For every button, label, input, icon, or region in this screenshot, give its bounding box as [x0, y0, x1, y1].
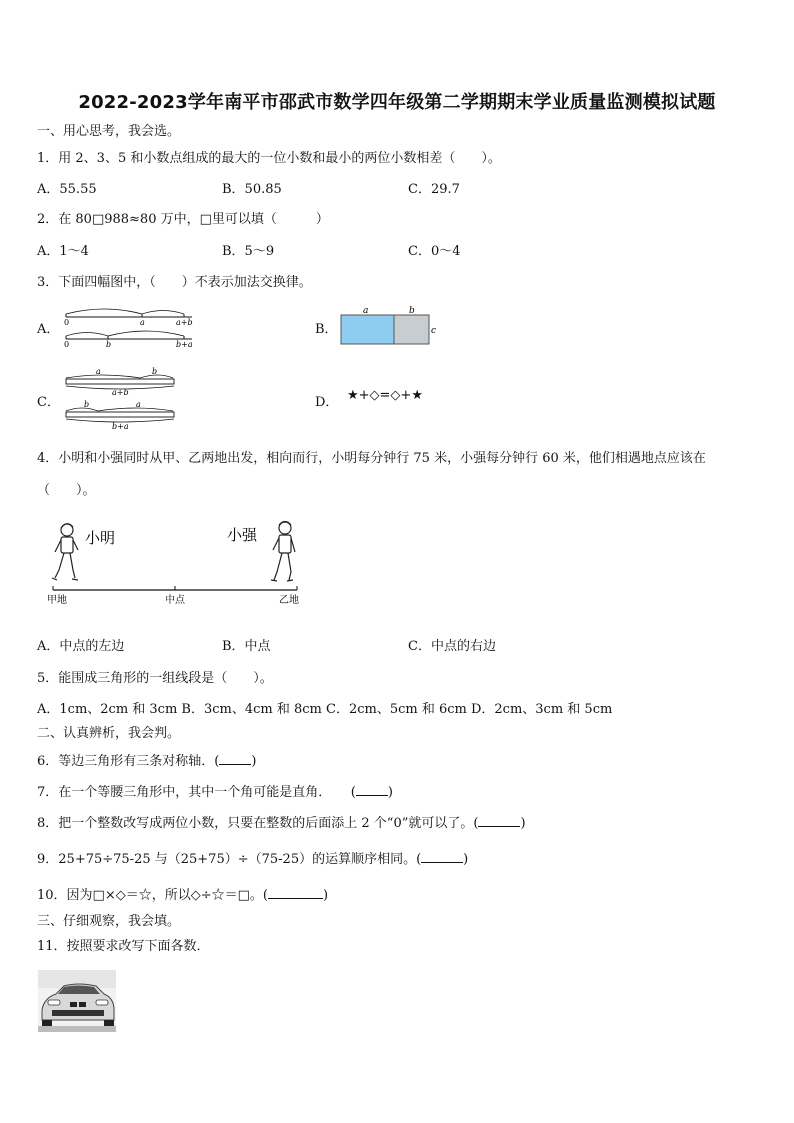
- xiaoming-figure: [52, 524, 78, 580]
- q3-option-b: B．: [315, 322, 338, 337]
- question-5: 5．能围成三角形的一组线段是（ ）。: [37, 671, 273, 686]
- fig-c-bot-b: b: [84, 400, 90, 409]
- xiaoming-label: 小明: [85, 529, 116, 547]
- question-1: 1．用 2、3、5 和小数点组成的最大的一位小数和最小的两位小数相差（ ）。: [37, 151, 501, 166]
- page-title: 2022-2023学年南平市邵武市数学四年级第二学期期末学业质量监测模拟试题: [78, 92, 716, 113]
- q1-option-a: A．55.55: [37, 182, 97, 197]
- question-9: 9．25+75÷75-25 与（25+75）÷（75-25）的运算顺序相同。( ): [37, 852, 469, 867]
- fig-a-top-sum: a+b: [176, 318, 193, 327]
- answer-blank[interactable]: [268, 886, 323, 899]
- question-7: 7．在一个等腰三角形中，其中一个角可能是直角． ( ): [37, 785, 393, 800]
- answer-blank[interactable]: [356, 783, 388, 796]
- section-heading: 一、用心思考，我会选。: [37, 124, 181, 139]
- xiaoqiang-label: 小强: [227, 526, 258, 544]
- car-image: [38, 970, 116, 1032]
- fig-b-a: a: [363, 306, 369, 316]
- question-2: 2．在 80□988≈80 万中，□里可以填（ ）: [37, 212, 329, 227]
- question-4: 4．小明和小强同时从甲、乙两地出发，相向而行，小明每分钟行 75 米，小强每分钟行 60 米，他们相遇地点应该在: [37, 451, 706, 466]
- q2-option-c: C．0～4: [408, 244, 461, 259]
- question-11: 11．按照要求改写下面各数．: [37, 939, 210, 954]
- fig-b-b: b: [409, 306, 415, 316]
- question-6: 6．等边三角形有三条对称轴．( ): [37, 754, 257, 769]
- q3-figure-b: [338, 304, 442, 348]
- q3-option-d: D．: [315, 395, 339, 410]
- section-heading: 二、认真辨析，我会判。: [37, 726, 181, 741]
- q4-option-b: B．中点: [222, 639, 271, 654]
- fig-c-top-a: a: [96, 367, 101, 376]
- fig-a-top-zero: 0: [64, 318, 70, 327]
- q1-option-c: C．29.7: [408, 182, 460, 197]
- fig-c-bot-sum: b+a: [112, 422, 129, 431]
- q4-figure: [45, 510, 307, 610]
- yi-label: 乙地: [279, 595, 299, 606]
- fig-c-top-sum: a+b: [112, 388, 129, 397]
- q3-figure-a: [60, 302, 200, 348]
- q2-option-a: A．1～4: [37, 244, 89, 259]
- q3-figure-d: ★+◇=◇+★: [347, 388, 423, 403]
- q2-option-b: B．5～9: [222, 244, 275, 259]
- fig-a-bot-sum: b+a: [176, 340, 193, 348]
- fig-c-bot-a: a: [136, 400, 141, 409]
- q1-option-b: B．50.85: [222, 182, 282, 197]
- section-heading: 三、仔细观察，我会填。: [37, 914, 181, 929]
- question-8: 8．把一个整数改写成两位小数，只要在整数的后面添上 2 个“0”就可以了。( ): [37, 816, 526, 831]
- answer-blank[interactable]: [478, 814, 520, 827]
- question-4-cont: （ ）。: [37, 483, 96, 498]
- mid-label: 中点: [165, 595, 185, 606]
- answer-blank[interactable]: [219, 752, 251, 765]
- fig-a-bot-b: b: [106, 340, 112, 348]
- fig-b-c: c: [431, 326, 437, 336]
- fig-a-top-a: a: [140, 318, 145, 327]
- q3-figure-c: [60, 364, 180, 432]
- answer-blank[interactable]: [421, 850, 463, 863]
- q4-option-c: C．中点的右边: [408, 639, 496, 654]
- q3-option-a: A．: [37, 322, 60, 337]
- fig-a-bot-zero: 0: [64, 340, 70, 348]
- q4-option-a: A．中点的左边: [37, 639, 125, 654]
- fig-c-top-b: b: [152, 367, 158, 376]
- q3-option-c: C．: [37, 395, 60, 410]
- question-3: 3．下面四幅图中，（ ）不表示加法交换律。: [37, 275, 312, 290]
- question-10: 10．因为□×◇＝☆，所以◇÷☆＝□。( ): [37, 888, 329, 903]
- xiaoqiang-figure: [271, 522, 295, 582]
- q5-options: A．1cm、2cm 和 3cm B．3cm、4cm 和 8cm C．2cm、5cm 和 6cm D．2cm、3cm 和 5cm: [37, 702, 613, 717]
- jia-label: 甲地: [47, 595, 67, 606]
